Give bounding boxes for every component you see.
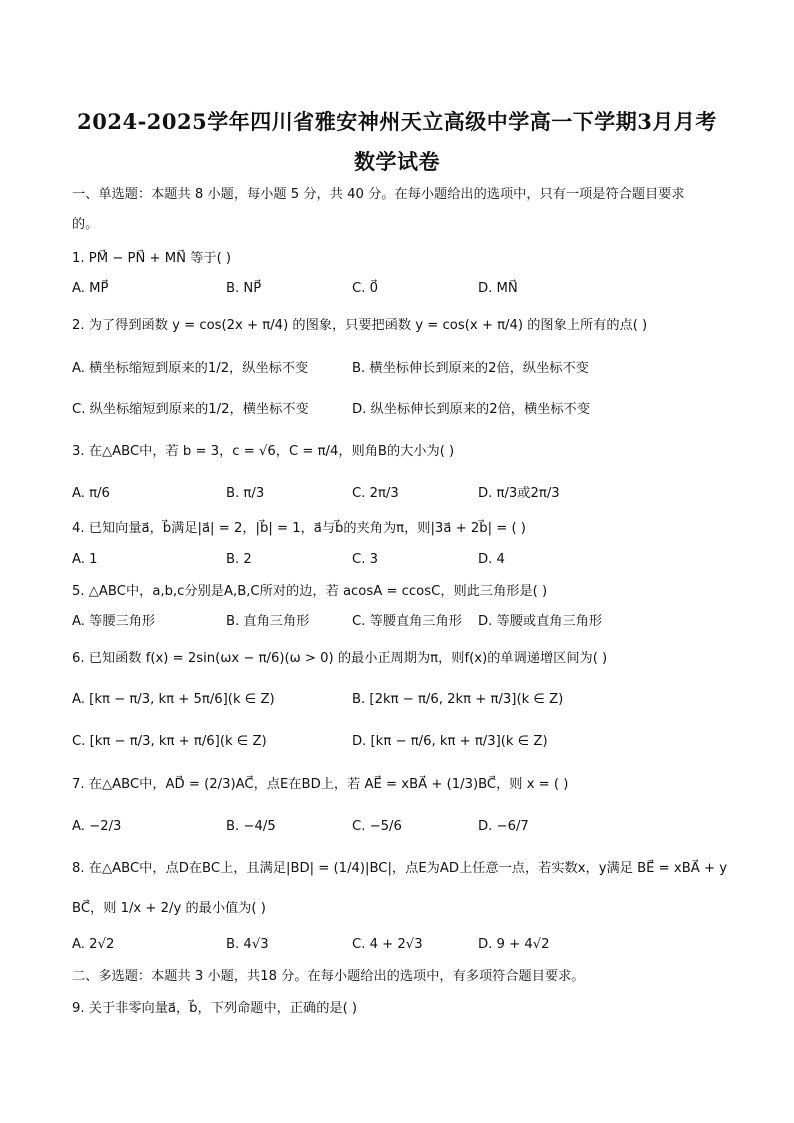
q2-stem: 2. 为了得到函数 y = cos(2x + π/4) 的图象，只要把函数 y = cos(x + π/4) 的图象上所有的点( ) — [72, 318, 648, 333]
q8-option-b: B. 4√3 — [226, 937, 269, 952]
q5-option-d: D. 等腰或直角三角形 — [478, 614, 603, 629]
q9-stem: 9. 关于非零向量a⃗，b⃗，下列命题中，正确的是( ) — [72, 1001, 358, 1016]
q1-option-d: D. MN⃗ — [478, 281, 518, 296]
q7-option-d: D. −6/7 — [478, 819, 529, 834]
q6-option-d: D. [kπ − π/6, kπ + π/3](k ∈ Z) — [352, 734, 548, 749]
q7-option-c: C. −5/6 — [352, 819, 402, 834]
q4-stem: 4. 已知向量a⃗，b⃗满足|a⃗| = 2，|b⃗| = 1，a⃗与b⃗的夹角为π，则|3a⃗ + 2b⃗| = ( ) — [72, 521, 526, 536]
exam-title-line2: 数学试卷 — [354, 149, 440, 174]
q8-option-d: D. 9 + 4√2 — [478, 937, 550, 952]
q1-option-c: C. 0⃗ — [352, 281, 378, 296]
q7-option-b: B. −4/5 — [226, 819, 276, 834]
q6-option-a: A. [kπ − π/3, kπ + 5π/6](k ∈ Z) — [72, 692, 275, 707]
q3-option-c: C. 2π/3 — [352, 486, 399, 501]
q5-option-b: B. 直角三角形 — [226, 614, 310, 629]
q3-option-a: A. π/6 — [72, 486, 110, 501]
section1-heading: 一、单选题：本题共 8 小题，每小题 5 分，共 40 分。在每小题给出的选项中，只有一项是符合题目要求 — [72, 187, 685, 202]
q8-option-a: A. 2√2 — [72, 937, 115, 952]
q6-option-b: B. [2kπ − π/6, 2kπ + π/3](k ∈ Z) — [352, 692, 564, 707]
q3-option-b: B. π/3 — [226, 486, 265, 501]
q2-option-b: B. 横坐标伸长到原来的2倍，纵坐标不变 — [352, 361, 589, 376]
q4-option-b: B. 2 — [226, 552, 252, 567]
q1-option-a: A. MP⃗ — [72, 281, 109, 296]
q4-option-a: A. 1 — [72, 552, 98, 567]
q1-stem: 1. PM⃗ − PN⃗ + MN⃗ 等于( ) — [72, 251, 232, 266]
section1-heading-cont: 的。 — [72, 217, 99, 232]
q7-stem: 7. 在△ABC中，AD⃗ = (2/3)AC⃗，点E在BD上，若 AE⃗ = xBA⃗ + (1/3)BC⃗，则 x = ( ) — [72, 777, 569, 792]
q2-option-d: D. 纵坐标伸长到原来的2倍，横坐标不变 — [352, 402, 590, 417]
q5-stem: 5. △ABC中，a,b,c分别是A,B,C所对的边，若 acosA = ccosC，则此三角形是( ) — [72, 584, 548, 599]
q8-stem-cont: BC⃗，则 1/x + 2/y 的最小值为( ) — [72, 901, 266, 916]
q2-option-c: C. 纵坐标缩短到原来的1/2，横坐标不变 — [72, 402, 309, 417]
q5-option-a: A. 等腰三角形 — [72, 614, 156, 629]
q5-option-c: C. 等腰直角三角形 — [352, 614, 462, 629]
q4-option-d: D. 4 — [478, 552, 505, 567]
q6-option-c: C. [kπ − π/3, kπ + π/6](k ∈ Z) — [72, 734, 267, 749]
q2-option-a: A. 横坐标缩短到原来的1/2，纵坐标不变 — [72, 361, 309, 376]
q8-option-c: C. 4 + 2√3 — [352, 937, 423, 952]
q3-option-d: D. π/3或2π/3 — [478, 486, 560, 501]
q6-stem: 6. 已知函数 f(x) = 2sin(ωx − π/6)(ω > 0) 的最小正周期为π，则f(x)的单调递增区间为( ) — [72, 651, 608, 666]
q1-option-b: B. NP⃗ — [226, 281, 262, 296]
exam-title-line1: 2024-2025学年四川省雅安神州天立高级中学高一下学期3月月考 — [77, 109, 717, 134]
q8-stem: 8. 在△ABC中，点D在BC上，且满足|BD| = (1/4)|BC|，点E为AD上任意一点，若实数x，y满足 BE⃗ = xBA⃗ + y — [72, 861, 727, 876]
section2-heading: 二、多选题：本题共 3 小题，共18 分。在每小题给出的选项中，有多项符合题目要求。 — [72, 969, 585, 984]
q3-stem: 3. 在△ABC中，若 b = 3，c = √6，C = π/4，则角B的大小为( ) — [72, 444, 455, 459]
q7-option-a: A. −2/3 — [72, 819, 122, 834]
q4-option-c: C. 3 — [352, 552, 378, 567]
